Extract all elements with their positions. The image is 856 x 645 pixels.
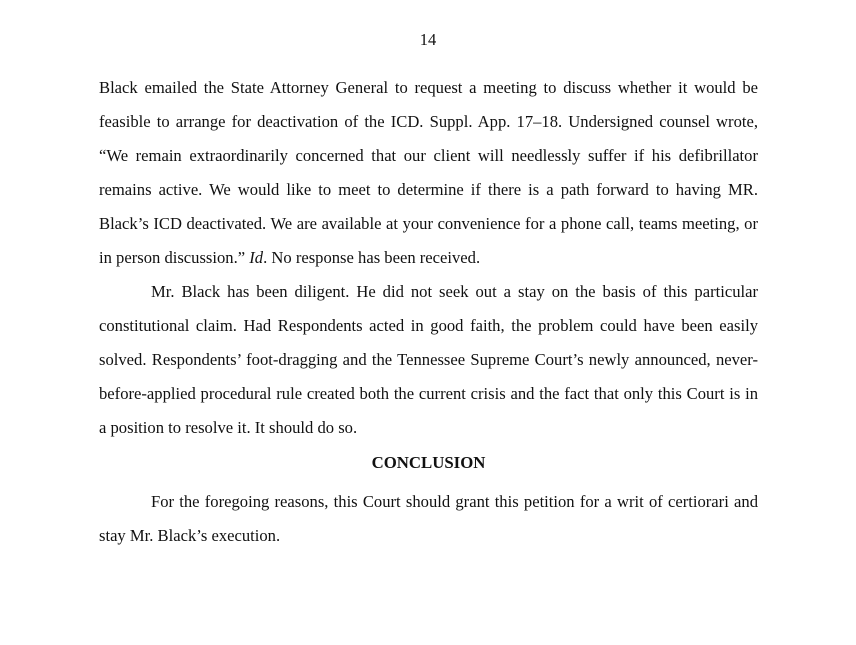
paragraph-text: Black emailed the State Attorney General to request a meeting to discuss whether it would be feasible to arrange for deactivation of the ICD. Suppl. App. 17–18. Undersigned counsel wrote, “We remain extraordinarily concerned that our client will needlessly suffer if his defibrillator remains active. We would like to meet to determine if there is a path forward to having MR. Black’s ICD deactivated. We are available at your convenience for a phone call, teams meeting, or in person discussion.” <box>99 78 758 267</box>
paragraph-email-request <box>99 71 758 275</box>
section-heading-conclusion: CONCLUSION <box>371 453 486 472</box>
page-number: 14 <box>419 30 437 49</box>
paragraph-text-continued: . No response has been received. <box>263 248 481 267</box>
document-body <box>99 71 758 553</box>
paragraph-diligence: Mr. Black has been diligent. He did not seek out a stay on the basis of this particular constitutional claim. Had Respondents acted in good faith, the problem could have been easily solved. Respondents’ foot-dragging and the Tennessee Supreme Court’s newly announced, never-before-applied procedural rule created both the current crisis and the fact that only this Court is in a position to resolve it. It should do so. <box>99 282 758 437</box>
paragraph-conclusion: For the foregoing reasons, this Court should grant this petition for a writ of certiorari and stay Mr. Black’s execution. <box>99 492 758 545</box>
citation-id: Id <box>249 248 264 267</box>
